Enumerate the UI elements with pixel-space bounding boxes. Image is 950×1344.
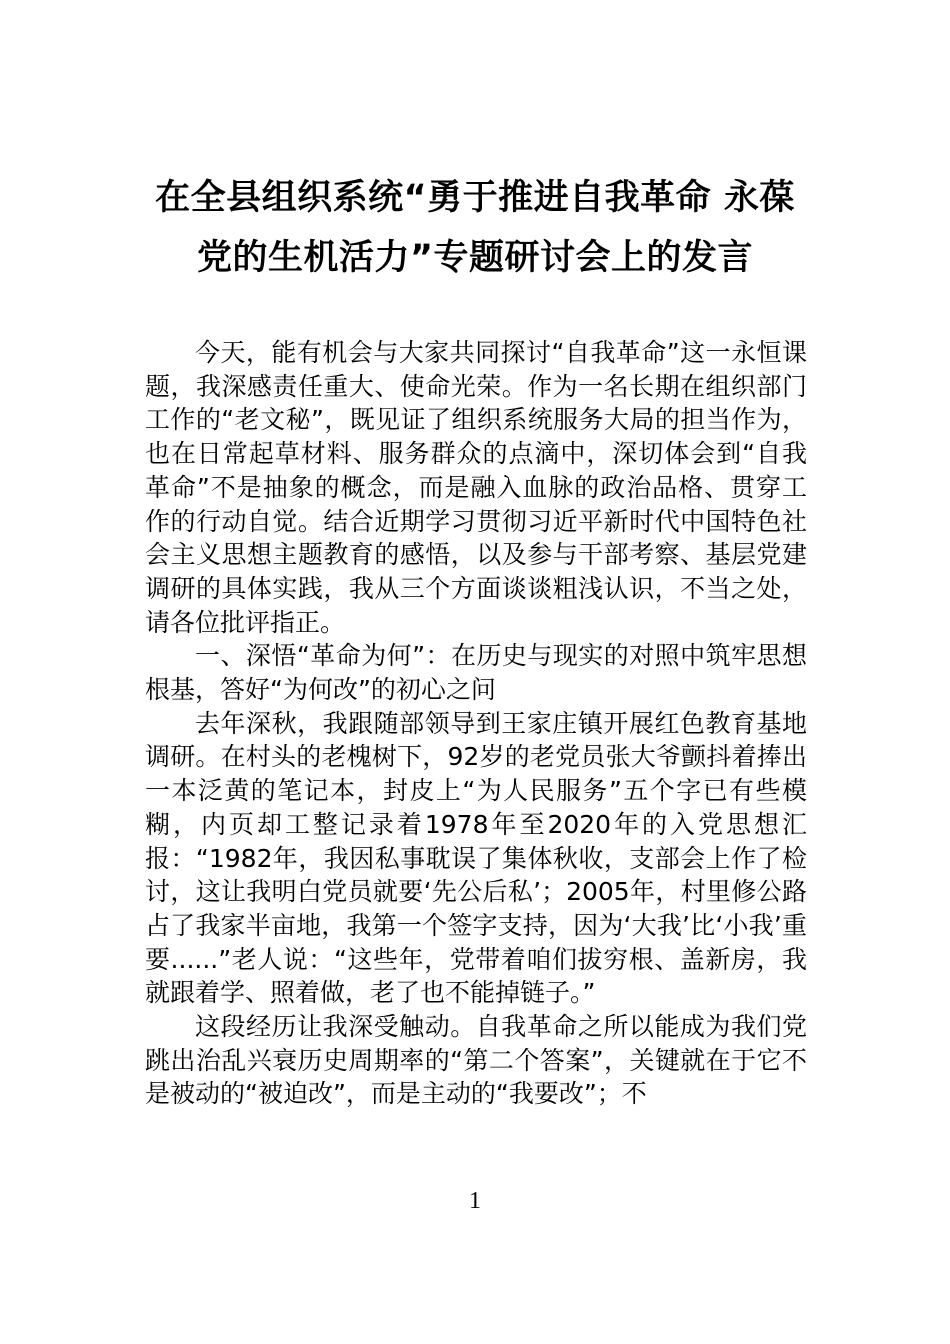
- document-title: [130, 168, 820, 288]
- page-number: 1: [469, 1188, 481, 1214]
- title-line-1: 在全县组织系统“勇于推进自我革命 永葆: [155, 178, 795, 218]
- section-heading-1: 一、深悟“革命为何”：在历史与现实的对照中筑牢思想根基，答好“为何改”的初心之问: [145, 641, 807, 705]
- paragraph-reflection: 这段经历让我深受触动。自我革命之所以能成为我们党跳出治乱兴衰历史周期率的“第二个答案”，关键就在于它不是被动的“被迫改”，而是主动的“我要改”；不: [145, 1012, 807, 1109]
- paragraph-story: 去年深秋，我跟随部领导到王家庄镇开展红色教育基地调研。在村头的老槐树下，92岁的老党员张大爷颤抖着捧出一本泛黄的笔记本，封皮上“为人民服务”五个字已有些模糊，内页却工整记录着1978年至2020年的入党思想汇报：“1982年，我因私事耽误了集体秋收，支部会上作了检讨，这让我明白党员就要‘先公后私’；2005年，村里修公路占了我家半亩地，我第一个签字支持，因为‘大我’比‘小我’重要......”老人说：“这些年，党带着咱们拔穷根、盖新房，我就跟着学、照着做，老了也不能掉链子。”: [145, 708, 807, 1008]
- paragraph-intro: 今天，能有机会与大家共同探讨“自我革命”这一永恒课题，我深感责任重大、使命光荣。作为一名长期在组织部门工作的“老文秘”，既见证了组织系统服务大局的担当作为，也在日常起草材料、服务群众的点滴中，深切体会到“自我革命”不是抽象的概念，而是融入血脉的政治品格、贯穿工作的行动自觉。结合近期学习贯彻习近平新时代中国特色社会主义思想主题教育的感悟，以及参与干部考察、基层党建调研的具体实践，我从三个方面谈谈粗浅认识，不当之处，请各位批评指正。: [145, 338, 807, 637]
- title-line-2: 党的生机活力”专题研讨会上的发言: [196, 238, 753, 278]
- document-body: [145, 336, 807, 1111]
